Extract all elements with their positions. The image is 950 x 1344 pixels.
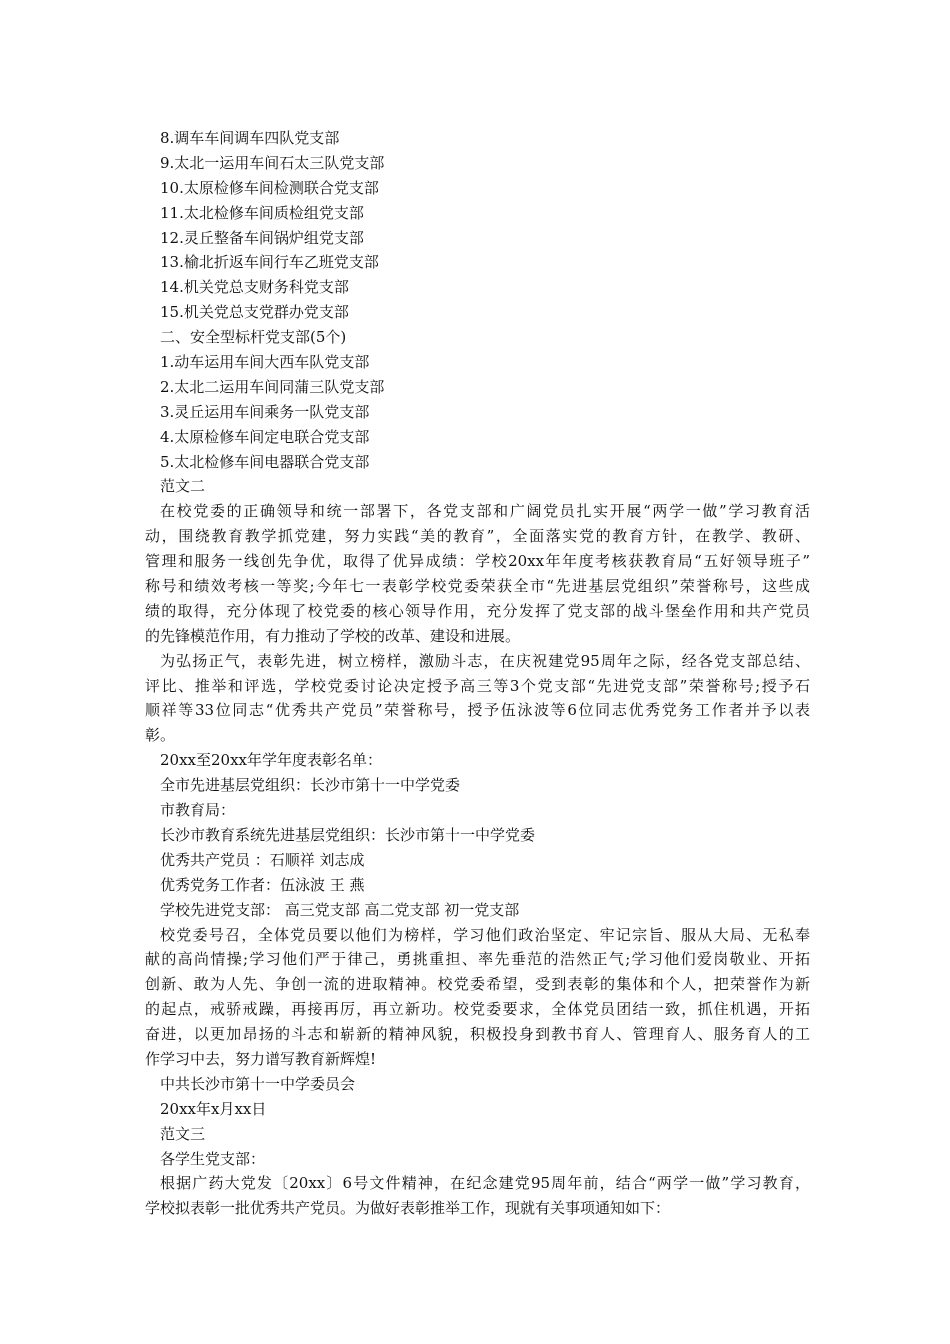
paragraph-line: 在校党委的正确领导和统一部署下，各党支部和广阔党员扎实开展“两学一做”学习教育活	[160, 502, 810, 521]
paragraph-line: 为弘扬正气，表彰先进，树立榜样，激励斗志，在庆祝建党95周年之际，经各党支部总结、	[160, 651, 810, 670]
list-item: 15.机关党总支党群办党支部	[160, 303, 349, 322]
date: 20xx年x月xx日	[160, 1099, 267, 1118]
document-page	[145, 126, 810, 1221]
paragraph-line: 奋进，以更加昂扬的斗志和崭新的精神风貌，积极投身到教书育人、管理育人、服务育人的工	[145, 1025, 810, 1044]
paragraph-line: 评比、推举和评选，学校党委讨论决定授予高三等3个党支部“先进党支部”荣誉称号;授予石	[145, 676, 810, 695]
list-item: 1.动车运用车间大西车队党支部	[160, 353, 370, 372]
list-item: 10.太原检修车间检测联合党支部	[160, 178, 379, 197]
list-item: 3.灵丘运用车间乘务一队党支部	[160, 402, 370, 421]
list-item: 市教育局：	[160, 801, 236, 820]
list-item: 4.太原检修车间定电联合党支部	[160, 427, 370, 446]
list-item: 优秀共产党员 ：石顺祥 刘志成	[160, 850, 365, 869]
list-item: 2.太北二运用车间同蒲三队党支部	[160, 377, 385, 396]
list-item: 学校先进党支部： 高三党支部 高二党支部 初一党支部	[160, 900, 520, 919]
paragraph-line: 献的高尚情操;学习他们严于律己，勇挑重担、率先垂范的浩然正气;学习他们爱岗敬业、开拓	[145, 950, 810, 969]
list-item: 12.灵丘整备车间锅炉组党支部	[160, 228, 364, 247]
salutation: 各学生党支部：	[160, 1149, 266, 1168]
paragraph-line: 根据广药大党发〔20xx〕6号文件精神，在纪念建党95周年前，结合“两学一做”学习教育，	[160, 1174, 810, 1193]
list-item: 11.太北检修车间质检组党支部	[160, 203, 364, 222]
list-item: 8.调车车间调车四队党支部	[160, 129, 340, 147]
signature: 中共长沙市第十一中学委员会	[160, 1074, 356, 1093]
list-item: 长沙市教育系统先进基层党组织：长沙市第十一中学党委	[160, 825, 536, 844]
list-item: 优秀党务工作者：伍泳波 王 燕	[160, 875, 365, 894]
paragraph-line: 学校拟表彰一批优秀共产党员。为做好表彰推举工作，现就有关事项通知如下：	[145, 1199, 671, 1218]
section-heading: 二、安全型标杆党支部(5个)	[160, 328, 347, 347]
list-item: 13.榆北折返车间行车乙班党支部	[160, 253, 379, 272]
list-item: 9.太北一运用车间石太三队党支部	[160, 153, 385, 172]
paragraph-line: 动，围绕教育教学抓党建，努力实践“美的教育”，全面落实党的教育方针，在教学、教研、	[145, 527, 810, 546]
section-title: 范文二	[160, 477, 206, 496]
paragraph-line: 彰。	[145, 726, 176, 745]
paragraph-line: 绩的取得，充分体现了校党委的核心领导作用，充分发挥了党支部的战斗堡垒作用和共产党员	[145, 601, 810, 620]
paragraph-line: 称号和绩效考核一等奖;今年七一表彰学校党委荣获全市“先进基层党组织”荣誉称号，这些成	[145, 577, 810, 596]
paragraph-line: 管理和服务一线创先争优，取得了优异成绩：学校20xx年年度考核获教育局“五好领导班子”	[145, 552, 810, 571]
paragraph-line: 顺祥等33位同志“优秀共产党员”荣誉称号，授予伍泳波等6位同志优秀党务工作者并予以表	[145, 701, 810, 720]
list-item: 全市先进基层党组织：长沙市第十一中学党委	[160, 776, 461, 795]
section-title: 范文三	[160, 1124, 206, 1143]
paragraph-line: 的起点，戒骄戒躁，再接再厉，再立新功。校党委要求，全体党员团结一致，抓住机遇，开拓	[145, 1000, 810, 1019]
paragraph-line: 创新、敢为人先、争创一流的进取精神。校党委希望，受到表彰的集体和个人，把荣誉作为新	[145, 975, 810, 994]
list-title: 20xx至20xx年学年度表彰名单：	[160, 751, 383, 770]
list-item: 14.机关党总支财务科党支部	[160, 278, 349, 297]
list-item: 5.太北检修车间电器联合党支部	[160, 452, 370, 471]
paragraph-line: 作学习中去，努力谱写教育新辉煌!	[145, 1049, 377, 1068]
paragraph-line: 校党委号召，全体党员要以他们为榜样，学习他们政治坚定、牢记宗旨、服从大局、无私奉	[160, 925, 810, 944]
paragraph-line: 的先锋模范作用，有力推动了学校的改革、建设和进展。	[145, 626, 521, 645]
